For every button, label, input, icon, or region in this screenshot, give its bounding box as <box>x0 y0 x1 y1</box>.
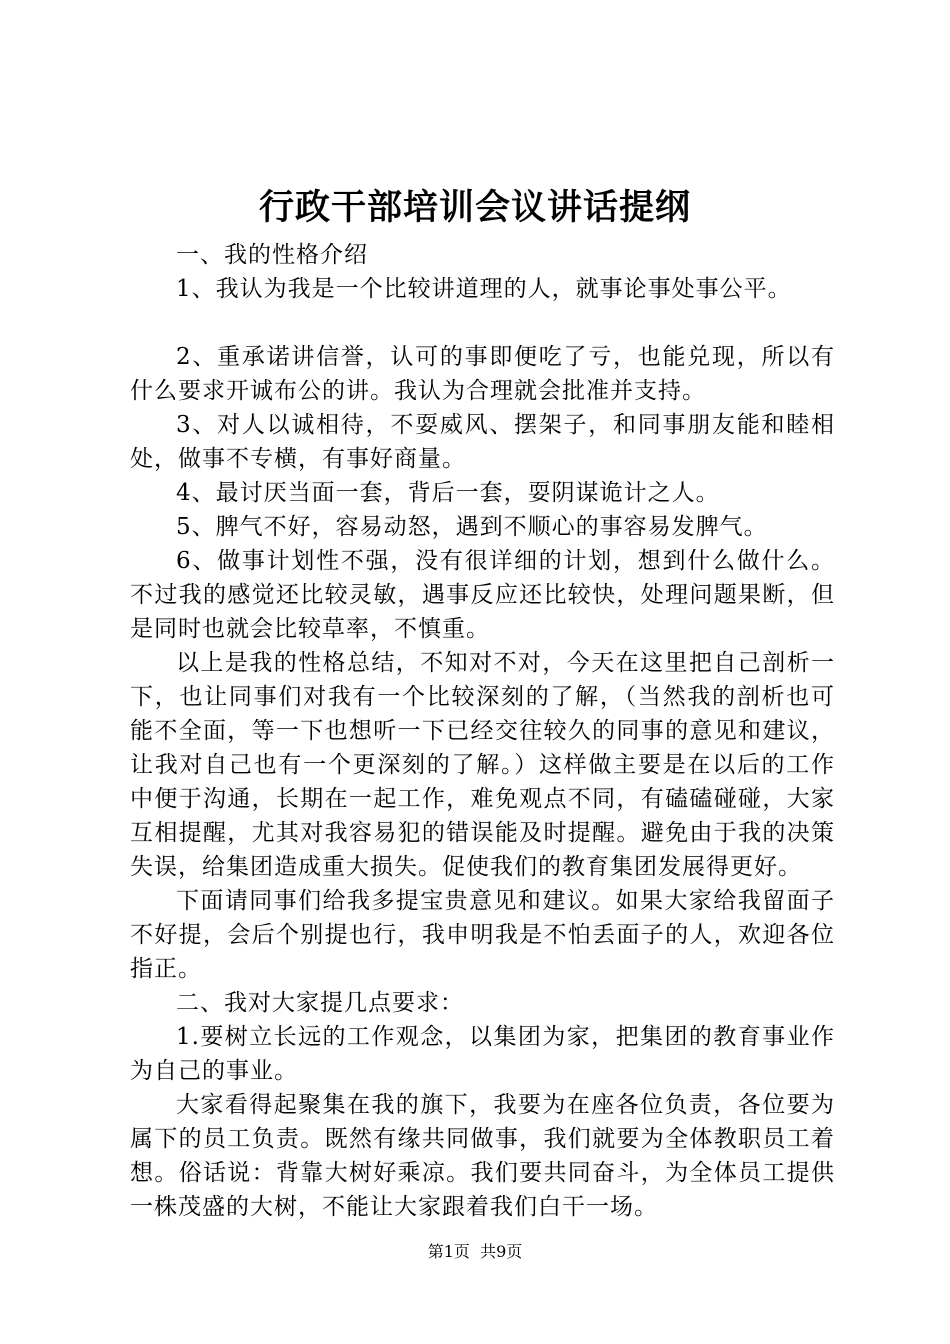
document-body <box>130 238 835 1224</box>
paragraph: 以上是我的性格总结，不知对不对，今天在这里把自己剖析一下，也让同事们对我有一个比较深刻的了解，（当然我的剖析也可能不全面，等一下也想听一下已经交往较久的同事的意见和建议，让我对自己也有一个更深刻的了解。）这样做主要是在以后的工作中便于沟通，长期在一起工作，难免观点不同，有磕磕碰碰，大家互相提醒，尤其对我容易犯的错误能及时提醒。避免由于我的决策失误，给集团造成重大损失。促使我们的教育集团发展得更好。 <box>130 650 835 880</box>
document-title: 行政干部培训会议讲话提纲 <box>258 187 691 228</box>
section-heading-2: 二、我对大家提几点要求： <box>176 990 464 1016</box>
section-heading-1: 一、我的性格介绍 <box>176 242 368 268</box>
page-footer <box>0 1242 950 1262</box>
paragraph: 5、脾气不好，容易动怒，遇到不顺心的事容易发脾气。 <box>176 514 768 540</box>
paragraph: 1、我认为我是一个比较讲道理的人，就事论事处事公平。 <box>176 276 792 302</box>
paragraph: 4、最讨厌当面一套，背后一套，耍阴谋诡计之人。 <box>176 480 720 506</box>
paragraph: 3、对人以诚相待，不耍威风、摆架子，和同事朋友能和睦相处，做事不专横，有事好商量。 <box>130 412 835 472</box>
paragraph: 6、做事计划性不强，没有很详细的计划，想到什么做什么。不过我的感觉还比较灵敏，遇事反应还比较快，处理问题果断，但是同时也就会比较草率，不慎重。 <box>130 548 835 642</box>
paragraph: 2、重承诺讲信誉，认可的事即便吃了亏，也能兑现，所以有什么要求开诚布公的讲。我认为合理就会批准并支持。 <box>130 344 835 404</box>
paragraph: 1.要树立长远的工作观念，以集团为家，把集团的教育事业作为自己的事业。 <box>130 1024 835 1084</box>
page-number-label: 第1页 共9页 <box>427 1242 523 1261</box>
paragraph: 大家看得起聚集在我的旗下，我要为在座各位负责，各位要为属下的员工负责。既然有缘共同做事，我们就要为全体教职员工着想。俗话说：背靠大树好乘凉。我们要共同奋斗，为全体员工提供一株茂盛的大树，不能让大家跟着我们白干一场。 <box>130 1092 835 1220</box>
paragraph: 下面请同事们给我多提宝贵意见和建议。如果大家给我留面子不好提，会后个别提也行，我申明我是不怕丢面子的人，欢迎各位指正。 <box>130 888 835 982</box>
